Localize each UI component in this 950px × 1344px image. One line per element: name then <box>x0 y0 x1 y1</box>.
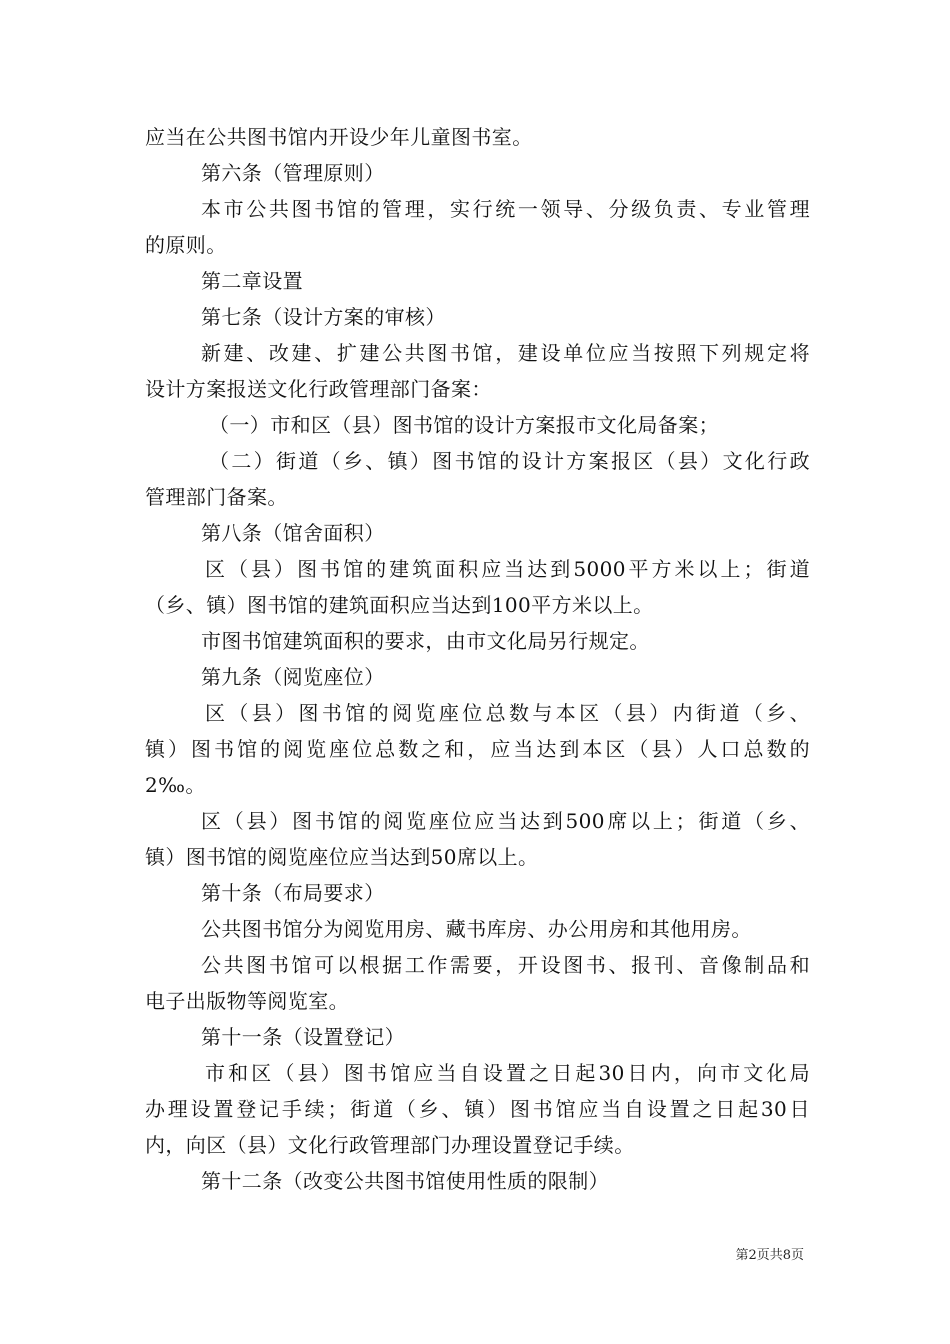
article-heading: 第十二条（改变公共图书馆使用性质的限制） <box>201 1169 609 1193</box>
text-line: 市图书馆建筑面积的要求，由市文化局另行规定。 <box>201 629 650 653</box>
list-item: （二）街道（乡、镇）图书馆的设计方案报区（县）文化行政 <box>209 449 810 473</box>
page-number: 第2页共8页 <box>735 1248 804 1263</box>
text-line: 区（县）图书馆的建筑面积应当达到5000平方米以上；街道 <box>205 557 810 581</box>
text-line: 市和区（县）图书馆应当自设置之日起30日内，向市文化局 <box>205 1061 810 1085</box>
text-line: 区（县）图书馆的阅览座位总数与本区（县）内街道（乡、 <box>205 701 810 725</box>
text-line: 公共图书馆可以根据工作需要，开设图书、报刊、音像制品和 <box>201 953 810 977</box>
text-line: 公共图书馆分为阅览用房、藏书库房、办公用房和其他用房。 <box>201 917 752 941</box>
chapter-heading: 第二章设置 <box>201 269 303 293</box>
article-heading: 第六条（管理原则） <box>201 161 385 185</box>
text-line: （乡、镇）图书馆的建筑面积应当达到100平方米以上。 <box>145 593 654 617</box>
text-line: 管理部门备案。 <box>145 485 288 509</box>
article-heading: 第十一条（设置登记） <box>201 1025 405 1049</box>
text-line: 内，向区（县）文化行政管理部门办理设置登记手续。 <box>145 1133 635 1157</box>
text-line: 镇）图书馆的阅览座位应当达到50席以上。 <box>145 845 539 869</box>
text-line: 本市公共图书馆的管理，实行统一领导、分级负责、专业管理 <box>201 197 810 221</box>
text-line: 镇）图书馆的阅览座位总数之和，应当达到本区（县）人口总数的 <box>145 737 810 761</box>
text-line: 电子出版物等阅览室。 <box>145 989 349 1013</box>
document-body <box>145 119 810 1199</box>
text-line: 办理设置登记手续；街道（乡、镇）图书馆应当自设置之日起30日 <box>145 1097 810 1121</box>
text-line: 区（县）图书馆的阅览座位应当达到500席以上；街道（乡、 <box>201 809 810 833</box>
list-item: （一）市和区（县）图书馆的设计方案报市文化局备案； <box>209 413 719 437</box>
text-line: 设计方案报送文化行政管理部门备案： <box>145 377 492 401</box>
article-heading: 第九条（阅览座位） <box>201 665 385 689</box>
text-line: 2‰。 <box>145 773 206 797</box>
text-line: 的原则。 <box>145 233 227 257</box>
article-heading: 第十条（布局要求） <box>201 881 385 905</box>
text-line: 新建、改建、扩建公共图书馆，建设单位应当按照下列规定将 <box>201 341 810 365</box>
article-heading: 第八条（馆舍面积） <box>201 521 385 545</box>
article-heading: 第七条（设计方案的审核） <box>201 305 446 329</box>
text-line: 应当在公共图书馆内开设少年儿童图书室。 <box>145 125 533 149</box>
